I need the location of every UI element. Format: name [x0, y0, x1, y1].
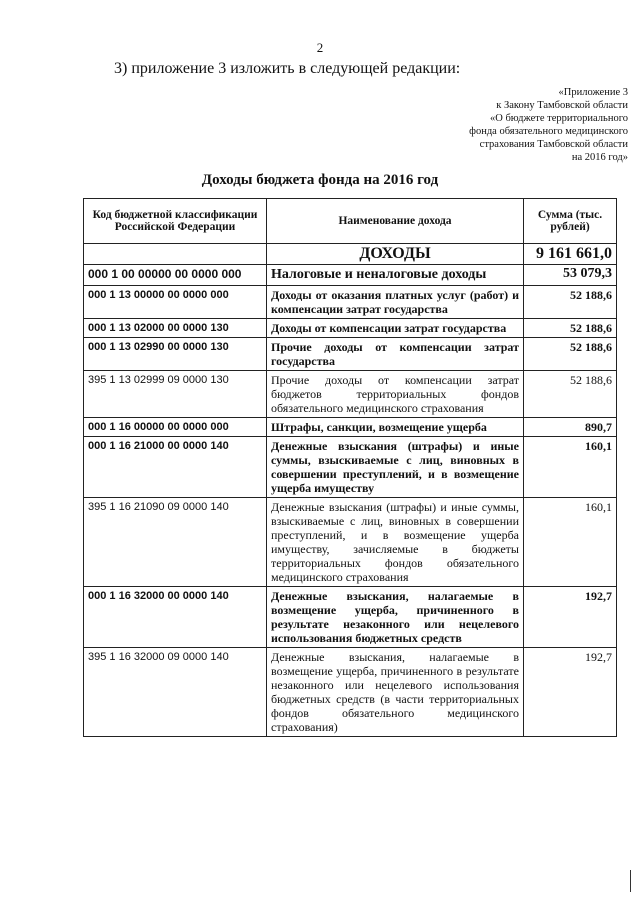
table-row [84, 319, 617, 338]
header-name: Наименование дохода [267, 199, 524, 244]
table-header-row [84, 199, 617, 244]
row-amount: 52 188,6 [524, 319, 617, 338]
grand-total-label: ДОХОДЫ [267, 244, 524, 265]
row-amount: 192,7 [524, 648, 617, 737]
table-title: Доходы бюджета фонда на 2016 год [201, 172, 439, 188]
row-name: Доходы от оказания платных услуг (работ) и компенсации затрат государства [267, 286, 524, 319]
row-name: Доходы от компенсации затрат государства [267, 319, 524, 338]
grand-total-code [84, 244, 267, 265]
table-row [84, 338, 617, 371]
row-code: 000 1 13 02000 00 0000 130 [84, 319, 267, 338]
table-row [84, 371, 617, 418]
table-row [84, 286, 617, 319]
header-code: Код бюджетной классификации Российской Федерации [84, 199, 267, 244]
row-amount: 52 188,6 [524, 286, 617, 319]
annex-header [408, 86, 628, 164]
row-code: 000 1 13 02990 00 0000 130 [84, 338, 267, 371]
revenue-table [83, 198, 617, 737]
row-amount: 52 188,6 [524, 371, 617, 418]
row-code: 395 1 13 02999 09 0000 130 [84, 371, 267, 418]
table-row [84, 265, 617, 286]
row-amount: 890,7 [524, 418, 617, 437]
row-amount: 192,7 [524, 587, 617, 648]
row-name: Денежные взыскания (штрафы) и иные суммы, взыскиваемые с лиц, виновных в совершении преступлений, и в возмещение ущерба имуществу [267, 437, 524, 498]
annex-line: на 2016 год» [571, 152, 628, 163]
row-code: 000 1 16 32000 00 0000 140 [84, 587, 267, 648]
row-name: Денежные взыскания, налагаемые в возмещение ущерба, причиненного в результате незаконного или нецелевого использования бюджетных средств (в части территориальных фондов обязательного медицинского страхования) [267, 648, 524, 737]
annex-line: к Закону Тамбовской области [496, 100, 628, 111]
row-name: Налоговые и неналоговые доходы [267, 265, 524, 286]
row-amount: 52 188,6 [524, 338, 617, 371]
table-row [84, 437, 617, 498]
row-code: 000 1 16 00000 00 0000 000 [84, 418, 267, 437]
annex-line: «О бюджете территориального [490, 113, 628, 124]
table-row [84, 587, 617, 648]
table-row [84, 648, 617, 737]
grand-total-amount: 9 161 661,0 [524, 244, 617, 265]
annex-line: «Приложение 3 [558, 87, 628, 98]
row-name: Прочие доходы от компенсации затрат бюджетов территориальных фондов обязательного медицинского страхования [267, 371, 524, 418]
header-amount: Сумма (тыс. рублей) [524, 199, 617, 244]
row-name: Штрафы, санкции, возмещение ущерба [267, 418, 524, 437]
edge-mark [630, 870, 631, 892]
row-name: Денежные взыскания (штрафы) и иные суммы, взыскиваемые с лиц, виновных в совершении преступлений, и в возмещение ущерба имуществу, зачисляемые в бюджеты территориальных фондов обязательного медицинского страхования [267, 498, 524, 587]
row-amount: 53 079,3 [524, 265, 617, 286]
row-name: Прочие доходы от компенсации затрат государства [267, 338, 524, 371]
table-row [84, 498, 617, 587]
intro-text: 3) приложение 3 изложить в следующей редакции: [114, 60, 461, 77]
row-code: 395 1 16 32000 09 0000 140 [84, 648, 267, 737]
row-amount: 160,1 [524, 498, 617, 587]
annex-line: страхования Тамбовской области [479, 139, 628, 150]
grand-total-row [84, 244, 617, 265]
annex-line: фонда обязательного медицинского [469, 126, 628, 137]
row-amount: 160,1 [524, 437, 617, 498]
table-row [84, 418, 617, 437]
row-code: 000 1 16 21000 00 0000 140 [84, 437, 267, 498]
row-code: 000 1 00 00000 00 0000 000 [84, 265, 267, 286]
row-code: 000 1 13 00000 00 0000 000 [84, 286, 267, 319]
page-number: 2 [316, 40, 324, 55]
row-code: 395 1 16 21090 09 0000 140 [84, 498, 267, 587]
row-name: Денежные взыскания, налагаемые в возмещение ущерба, причиненного в результате незаконного или нецелевого использования бюджетных средств [267, 587, 524, 648]
